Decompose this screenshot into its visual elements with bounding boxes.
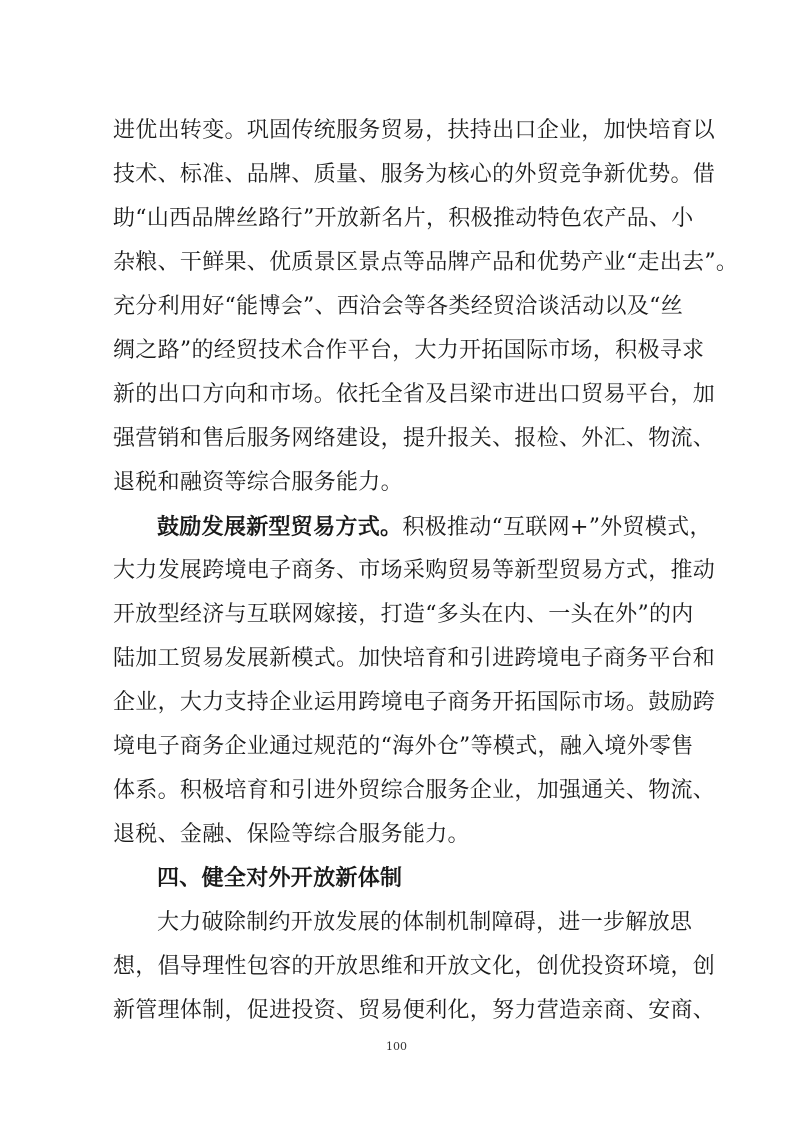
paragraph-line: 想，倡导理性包容的开放思维和开放文化，创优投资环境，创 — [113, 954, 716, 979]
page-number: 100 — [386, 1040, 407, 1053]
paragraph-first-line — [157, 507, 712, 547]
paragraph-line: 绸之路”的经贸技术合作平台，大力开拓国际市场，积极寻求 — [113, 338, 705, 363]
paragraph-line: 强营销和售后服务网络建设，提升报关、报检、外汇、物流、 — [113, 426, 716, 451]
paragraph-line: 大力发展跨境电子商务、市场采购贸易等新型贸易方式，推动 — [113, 558, 716, 583]
paragraph-line: 助“山西品牌丝路行”开放新名片，积极推动特色农产品、小 — [113, 206, 694, 231]
paragraph-line: 进优出转变。巩固传统服务贸易，扶持出口企业，加快培育以 — [113, 118, 716, 143]
paragraph-line: 新管理体制，促进投资、贸易便利化，努力营造亲商、安商、 — [113, 998, 716, 1023]
paragraph-first-line: 大力破除制约开放发展的体制机制障碍，进一步解放思 — [157, 910, 693, 935]
paragraph-line: 退税、金融、保险等综合服务能力。 — [113, 822, 470, 847]
paragraph-line: 境电子商务企业通过规范的“海外仓”等模式，融入境外零售 — [113, 734, 694, 759]
paragraph-bold-lead: 鼓励发展新型贸易方式。 — [157, 514, 403, 540]
paragraph-line: 充分利用好“能博会”、西洽会等各类经贸洽谈活动以及“丝 — [113, 294, 683, 319]
section-heading: 四、健全对外开放新体制 — [157, 866, 403, 891]
paragraph-line-rest: 积极推动“互联网+”外贸模式， — [402, 515, 712, 540]
paragraph-line: 技术、标准、品牌、质量、服务为核心的外贸竞争新优势。借 — [113, 162, 716, 187]
paragraph-line: 体系。积极培育和引进外贸综合服务企业，加强通关、物流、 — [113, 778, 716, 803]
paragraph-line: 新的出口方向和市场。依托全省及吕梁市进出口贸易平台，加 — [113, 382, 716, 407]
paragraph-line: 开放型经济与互联网嫁接，打造“多头在内、一头在外”的内 — [113, 602, 694, 627]
paragraph-line: 陆加工贸易发展新模式。加快培育和引进跨境电子商务平台和 — [113, 646, 716, 671]
paragraph-line: 企业，大力支持企业运用跨境电子商务开拓国际市场。鼓励跨 — [113, 690, 716, 715]
paragraph-line: 退税和融资等综合服务能力。 — [113, 470, 403, 495]
paragraph-line: 杂粮、干鲜果、优质景区景点等品牌产品和优势产业“走出去”。 — [113, 250, 739, 275]
